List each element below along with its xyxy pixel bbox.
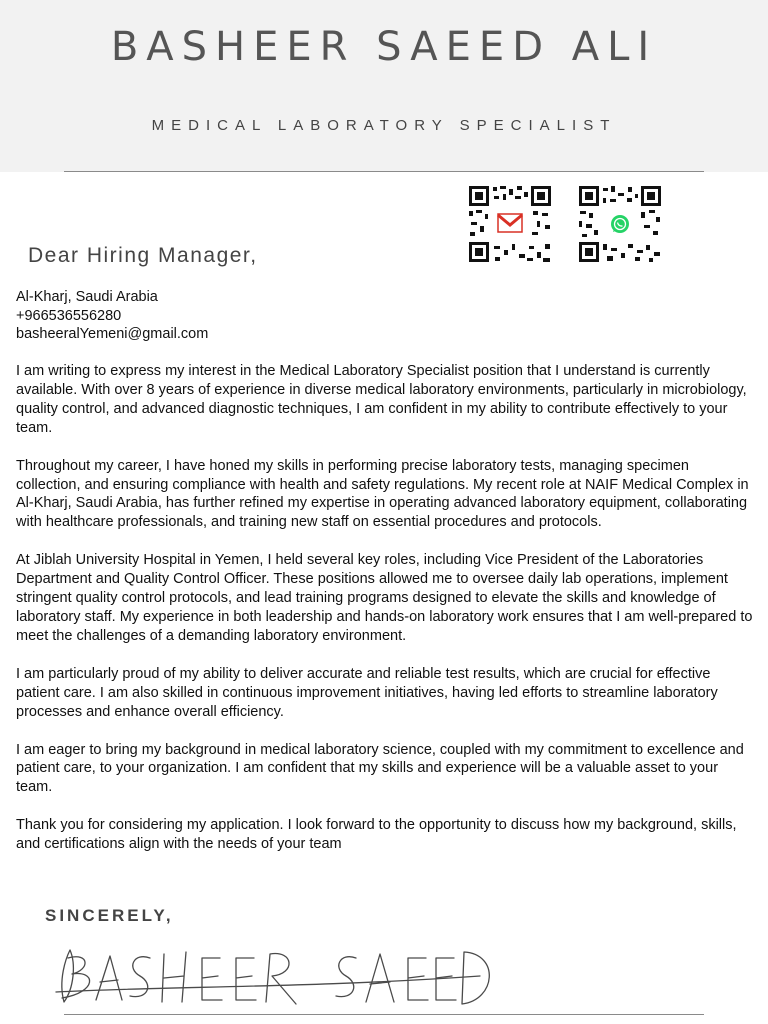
- email-qr-code: [467, 184, 553, 264]
- contact-email: basheeralYemeni@gmail.com: [16, 326, 209, 342]
- closing: SINCERELY,: [45, 906, 174, 925]
- contact-block: [16, 288, 208, 344]
- whatsapp-qr-code: [577, 184, 663, 264]
- applicant-title: MEDICAL LABORATORY SPECIALIST: [151, 117, 617, 134]
- paragraph-eager: I am eager to bring my background in medical laboratory science, coupled with my commitment to excellence and patient care, to your organization. I am confident that my skills and experience will be a valuable asset to your team.: [16, 741, 744, 796]
- paragraph-accuracy: I am particularly proud of my ability to deliver accurate and reliable test results, which are crucial for effective patient care. I am also skilled in continuous improvement initiatives, having led efforts to streamline laboratory processes and enhance overall efficiency.: [16, 665, 718, 720]
- gmail-icon: [497, 212, 523, 234]
- paragraph-jiblah: At Jiblah University Hospital in Yemen, I held several key roles, including Vice President of the Laboratories Department and Quality Control Officer. These positions allowed me to oversee daily lab operations, implement stringent quality control protocols, and lead training programs designed to elevate the skills and knowledge of laboratory staff. My experience in both leadership and hands-on laboratory work ensures that I am well-prepared to meet the challenges of a demanding laboratory environment.: [16, 552, 753, 644]
- salutation: Dear Hiring Manager,: [28, 244, 258, 267]
- contact-location: Al-Kharj, Saudi Arabia: [16, 289, 158, 305]
- contact-phone: +966536556280: [16, 307, 122, 324]
- paragraph-career: Throughout my career, I have honed my skills in performing precise laboratory tests, managing specimen collection, and ensuring compliance with health and safety regulations. My recent role at NAIF Medical Complex in Al-Kharj, Saudi Arabia, has further refined my expertise in operating advanced laboratory equipment, collaborating with healthcare professionals, and training new staff on essential procedures and protocols.: [16, 457, 749, 531]
- footer-divider: [64, 1014, 704, 1015]
- handwritten-signature: [50, 930, 500, 1012]
- letter-body: [16, 362, 756, 873]
- whatsapp-icon: [609, 213, 631, 235]
- paragraph-intro: I am writing to express my interest in the Medical Laboratory Specialist position that I understand is currently available. With over 8 years of experience in diverse medical laboratory environments, particularly in microbiology, quality control, and advanced diagnostic techniques, I am confident in my ability to contribute effectively to your team.: [16, 363, 747, 436]
- header-divider: [64, 171, 704, 172]
- paragraph-thanks: Thank you for considering my application. I look forward to the opportunity to discuss how my background, skills, and certifications align with the needs of your team: [16, 817, 737, 853]
- applicant-name: BASHEER SAEED ALI: [110, 24, 658, 70]
